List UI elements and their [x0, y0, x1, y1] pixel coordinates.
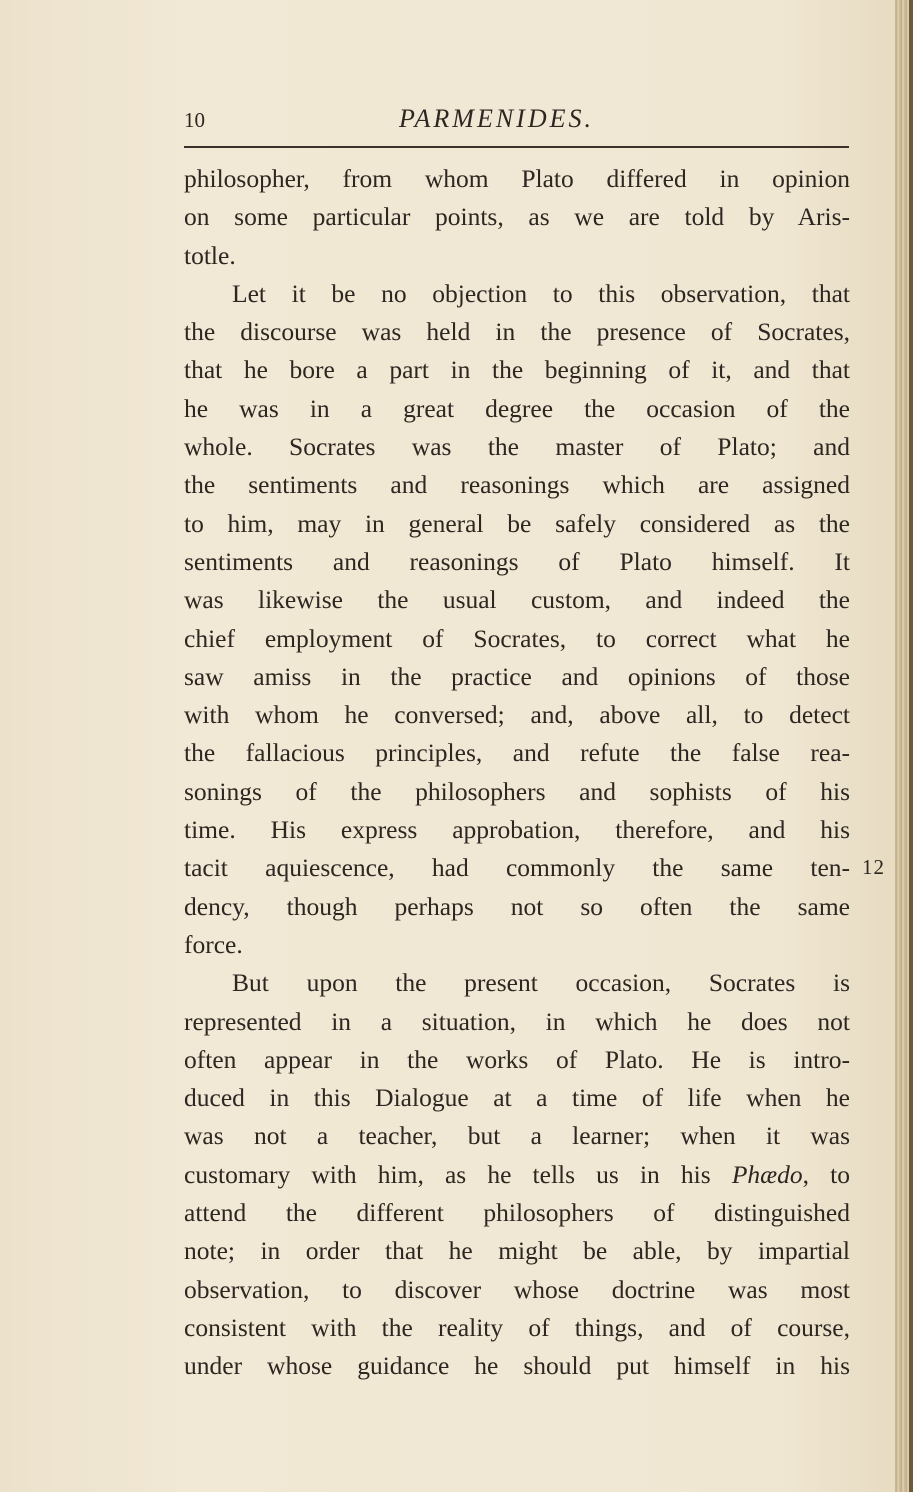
text-line: with whom he conversed; and, above all, to detect	[184, 700, 850, 730]
text-line: often appear in the works of Plato. He is intro-	[184, 1044, 850, 1074]
text-line: chief employment of Socrates, to correct what he	[184, 623, 850, 653]
text-line: saw amiss in the practice and opinions of those	[184, 661, 850, 691]
text-line: attend the different philosophers of distinguished	[184, 1198, 850, 1228]
text-line: to him, may in general be safely considered as the	[184, 508, 850, 538]
text-line: duced in this Dialogue at a time of life when he	[184, 1083, 850, 1113]
text-line: the discourse was held in the presence of Socrates,	[184, 317, 850, 347]
running-title: PARMENIDES.	[399, 104, 594, 133]
text-line: that he bore a part in the beginning of it, and that	[184, 355, 850, 385]
margin-section-number: 12	[862, 855, 885, 879]
text-line: sentiments and reasonings of Plato himself. It	[184, 546, 850, 576]
text-line: time. His express approbation, therefore, and his	[184, 815, 850, 845]
text-line: tacit aquiescence, had commonly the same ten-	[184, 853, 850, 883]
page-header	[184, 100, 850, 140]
text-line: whole. Socrates was the master of Plato; and	[184, 432, 850, 462]
page-number: 10	[184, 108, 205, 132]
text-line: force.	[184, 929, 243, 959]
body-text	[184, 160, 850, 1386]
text-line: the sentiments and reasonings which are assigned	[184, 470, 850, 500]
text-line: consistent with the reality of things, and of course,	[184, 1312, 850, 1342]
text-line: he was in a great degree the occasion of the	[184, 393, 850, 423]
page-edge-shadow	[909, 0, 913, 1492]
text-line: was likewise the usual custom, and indeed the	[184, 585, 850, 615]
text-line: was not a teacher, but a learner; when it was	[184, 1121, 850, 1151]
italic-title: Phædo	[731, 1159, 803, 1189]
text-line: dency, though perhaps not so often the same	[184, 891, 850, 921]
header-rule	[184, 146, 849, 148]
text-line: under whose guidance he should put himself in his	[184, 1351, 850, 1381]
text-line: note; in order that he might be able, by impartial	[184, 1236, 850, 1266]
text-line: Let it be no objection to this observation, that	[232, 278, 850, 308]
text-line: But upon the present occasion, Socrates is	[232, 968, 850, 998]
text-line: customary with him, as he tells us in his Phædo, to	[184, 1159, 850, 1189]
text-line: sonings of the philosophers and sophists of his	[184, 776, 850, 806]
text-line: on some particular points, as we are told by Aris-	[184, 202, 850, 232]
text-line: philosopher, from whom Plato differed in opinion	[184, 164, 850, 193]
text-line: totle.	[184, 240, 236, 270]
text-line: the fallacious principles, and refute the false rea-	[184, 738, 850, 768]
text-line: observation, to discover whose doctrine was most	[184, 1274, 850, 1304]
text-line: represented in a situation, in which he does not	[184, 1006, 850, 1036]
